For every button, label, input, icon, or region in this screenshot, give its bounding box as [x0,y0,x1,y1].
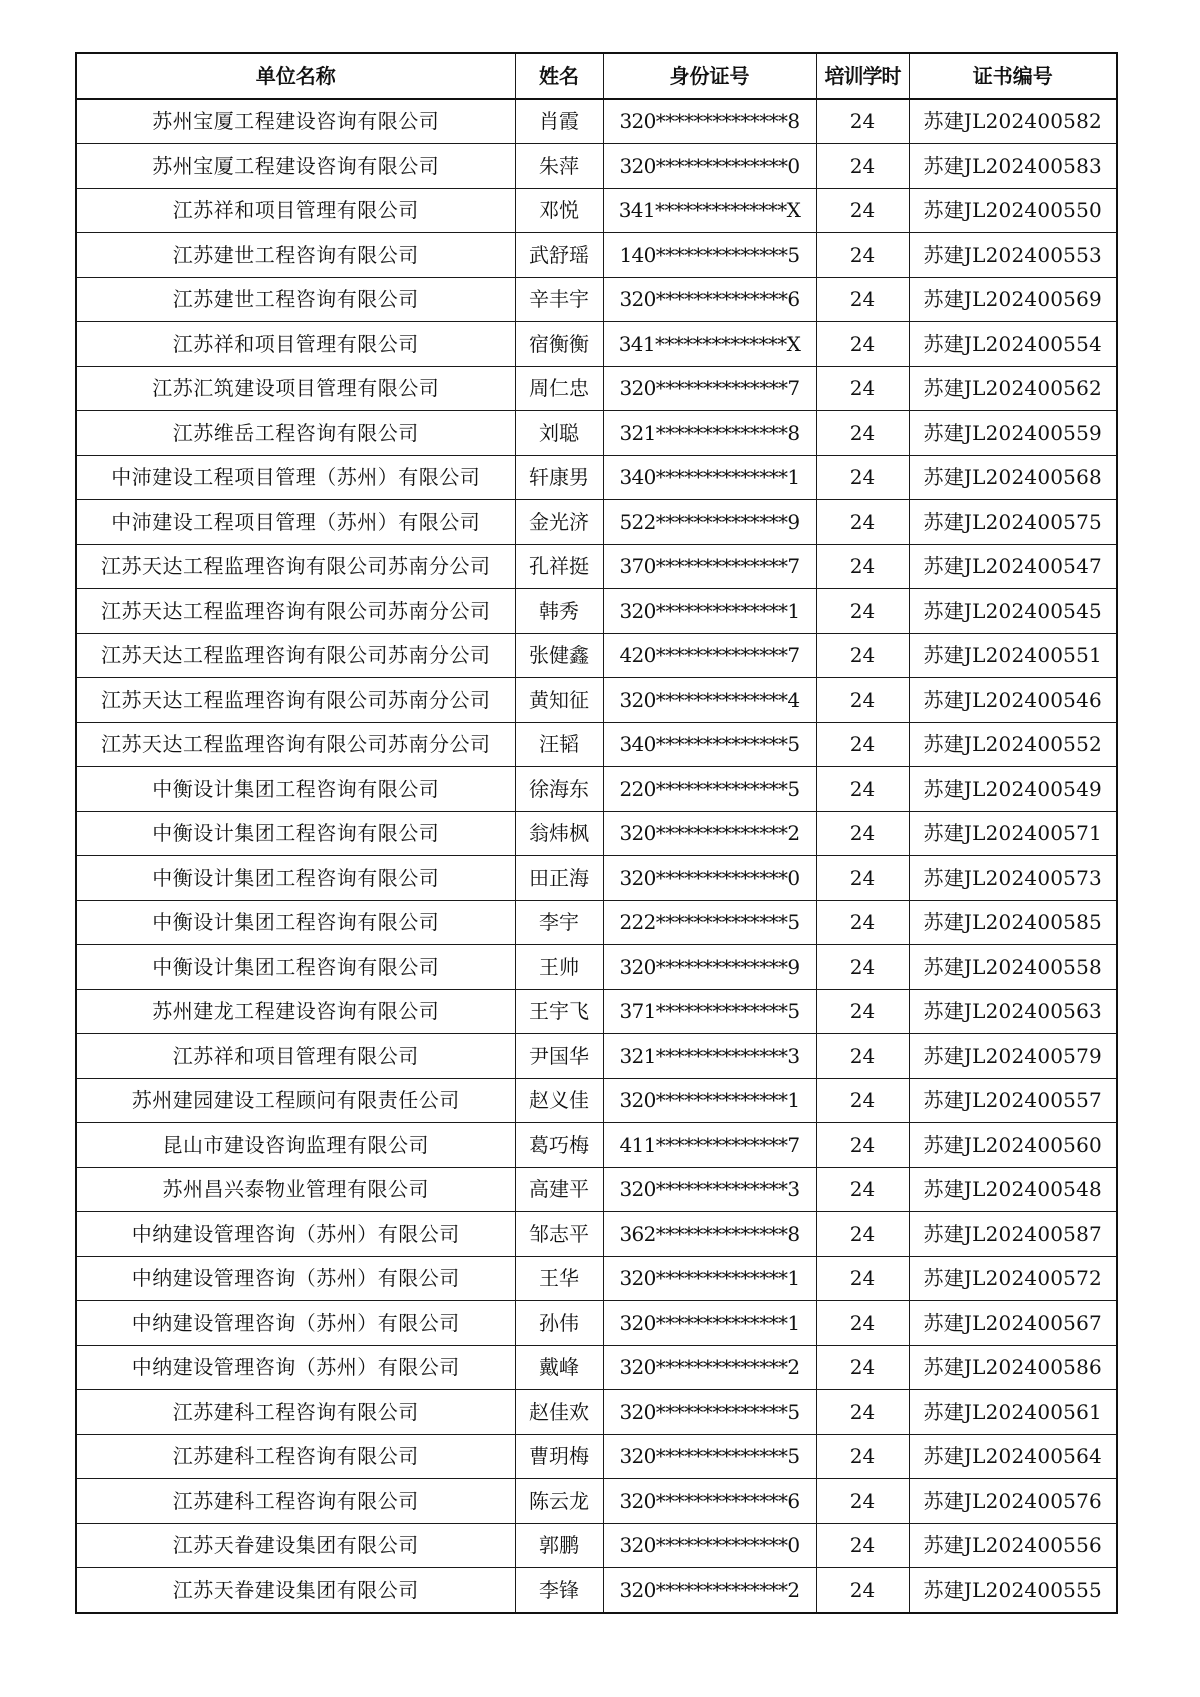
cell-unit: 江苏维岳工程咨询有限公司 [76,411,515,456]
cell-name: 孔祥挺 [515,544,603,589]
cell-certificate-no: 苏建JL202400555 [909,1568,1117,1613]
cell-certificate-no: 苏建JL202400587 [909,1212,1117,1257]
cell-certificate-no: 苏建JL202400569 [909,277,1117,322]
cell-training-hours: 24 [816,1256,909,1301]
cell-training-hours: 24 [816,1523,909,1568]
table-row [76,811,1117,856]
cell-training-hours: 24 [816,989,909,1034]
cell-training-hours: 24 [816,233,909,278]
cell-unit: 江苏天眷建设集团有限公司 [76,1523,515,1568]
cell-training-hours: 24 [816,277,909,322]
cell-unit: 中纳建设管理咨询（苏州）有限公司 [76,1345,515,1390]
table-row [76,500,1117,545]
cell-unit: 中衡设计集团工程咨询有限公司 [76,945,515,990]
table-row [76,277,1117,322]
table-row [76,322,1117,367]
cell-unit: 江苏天达工程监理咨询有限公司苏南分公司 [76,722,515,767]
cell-training-hours: 24 [816,856,909,901]
cell-id-number: 320**************1 [603,1078,816,1123]
cell-unit: 江苏天达工程监理咨询有限公司苏南分公司 [76,544,515,589]
table-row [76,767,1117,812]
table-row [76,411,1117,456]
table-row [76,455,1117,500]
cell-certificate-no: 苏建JL202400564 [909,1434,1117,1479]
cell-training-hours: 24 [816,366,909,411]
cell-training-hours: 24 [816,767,909,812]
cell-unit: 江苏建科工程咨询有限公司 [76,1390,515,1435]
cell-training-hours: 24 [816,945,909,990]
cell-certificate-no: 苏建JL202400556 [909,1523,1117,1568]
cell-training-hours: 24 [816,1479,909,1524]
cell-id-number: 340**************1 [603,455,816,500]
cell-name: 田正海 [515,856,603,901]
cell-training-hours: 24 [816,811,909,856]
cell-id-number: 321**************3 [603,1034,816,1079]
cell-unit: 江苏建世工程咨询有限公司 [76,233,515,278]
cell-id-number: 320**************8 [603,99,816,144]
table-row [76,1390,1117,1435]
cell-certificate-no: 苏建JL202400562 [909,366,1117,411]
cell-training-hours: 24 [816,144,909,189]
cell-unit: 苏州宝厦工程建设咨询有限公司 [76,99,515,144]
cell-unit: 江苏天达工程监理咨询有限公司苏南分公司 [76,633,515,678]
cell-training-hours: 24 [816,411,909,456]
certificate-table [75,52,1118,1614]
cell-certificate-no: 苏建JL202400551 [909,633,1117,678]
cell-id-number: 341**************X [603,188,816,233]
cell-name: 王帅 [515,945,603,990]
cell-training-hours: 24 [816,722,909,767]
cell-name: 肖霞 [515,99,603,144]
cell-certificate-no: 苏建JL202400558 [909,945,1117,990]
cell-id-number: 320**************9 [603,945,816,990]
cell-id-number: 320**************0 [603,1523,816,1568]
table-row [76,1212,1117,1257]
cell-certificate-no: 苏建JL202400563 [909,989,1117,1034]
cell-unit: 江苏建科工程咨询有限公司 [76,1479,515,1524]
table-row [76,678,1117,723]
table-row [76,188,1117,233]
cell-unit: 中沛建设工程项目管理（苏州）有限公司 [76,500,515,545]
header-unit: 单位名称 [76,53,515,99]
table-row [76,722,1117,767]
table-row [76,1479,1117,1524]
cell-name: 邹志平 [515,1212,603,1257]
table-row [76,1034,1117,1079]
table-row [76,1301,1117,1346]
cell-certificate-no: 苏建JL202400567 [909,1301,1117,1346]
cell-unit: 江苏天达工程监理咨询有限公司苏南分公司 [76,678,515,723]
table-row [76,99,1117,144]
cell-certificate-no: 苏建JL202400561 [909,1390,1117,1435]
cell-training-hours: 24 [816,1078,909,1123]
cell-unit: 江苏建科工程咨询有限公司 [76,1434,515,1479]
cell-training-hours: 24 [816,544,909,589]
cell-name: 王华 [515,1256,603,1301]
cell-certificate-no: 苏建JL202400545 [909,589,1117,634]
cell-unit: 江苏天达工程监理咨询有限公司苏南分公司 [76,589,515,634]
cell-name: 陈云龙 [515,1479,603,1524]
cell-unit: 江苏建世工程咨询有限公司 [76,277,515,322]
cell-name: 金光济 [515,500,603,545]
cell-training-hours: 24 [816,99,909,144]
cell-unit: 昆山市建设咨询监理有限公司 [76,1123,515,1168]
table-row [76,1523,1117,1568]
cell-unit: 江苏祥和项目管理有限公司 [76,1034,515,1079]
cell-name: 赵佳欢 [515,1390,603,1435]
cell-id-number: 371**************5 [603,989,816,1034]
cell-name: 尹国华 [515,1034,603,1079]
cell-unit: 中纳建设管理咨询（苏州）有限公司 [76,1256,515,1301]
cell-certificate-no: 苏建JL202400586 [909,1345,1117,1390]
cell-training-hours: 24 [816,455,909,500]
table-row [76,1434,1117,1479]
cell-name: 宿衡衡 [515,322,603,367]
cell-certificate-no: 苏建JL202400553 [909,233,1117,278]
cell-training-hours: 24 [816,1167,909,1212]
cell-id-number: 220**************5 [603,767,816,812]
cell-certificate-no: 苏建JL202400552 [909,722,1117,767]
cell-training-hours: 24 [816,589,909,634]
cell-training-hours: 24 [816,322,909,367]
cell-name: 高建平 [515,1167,603,1212]
cell-id-number: 320**************7 [603,366,816,411]
cell-training-hours: 24 [816,678,909,723]
cell-certificate-no: 苏建JL202400576 [909,1479,1117,1524]
table-row [76,856,1117,901]
cell-id-number: 321**************8 [603,411,816,456]
cell-training-hours: 24 [816,1390,909,1435]
cell-certificate-no: 苏建JL202400547 [909,544,1117,589]
cell-id-number: 370**************7 [603,544,816,589]
cell-unit: 中衡设计集团工程咨询有限公司 [76,767,515,812]
cell-unit: 江苏祥和项目管理有限公司 [76,188,515,233]
cell-name: 郭鹏 [515,1523,603,1568]
cell-unit: 中衡设计集团工程咨询有限公司 [76,856,515,901]
cell-name: 邓悦 [515,188,603,233]
cell-name: 武舒瑶 [515,233,603,278]
cell-id-number: 320**************1 [603,589,816,634]
cell-name: 辛丰宇 [515,277,603,322]
cell-unit: 苏州建园建设工程顾问有限责任公司 [76,1078,515,1123]
cell-training-hours: 24 [816,500,909,545]
cell-id-number: 320**************6 [603,277,816,322]
cell-certificate-no: 苏建JL202400585 [909,900,1117,945]
cell-id-number: 362**************8 [603,1212,816,1257]
cell-certificate-no: 苏建JL202400571 [909,811,1117,856]
cell-id-number: 411**************7 [603,1123,816,1168]
cell-certificate-no: 苏建JL202400554 [909,322,1117,367]
cell-id-number: 320**************5 [603,1390,816,1435]
table-row [76,1123,1117,1168]
header-row [76,53,1117,99]
cell-unit: 中衡设计集团工程咨询有限公司 [76,900,515,945]
cell-name: 徐海东 [515,767,603,812]
table-row [76,633,1117,678]
table-row [76,900,1117,945]
cell-name: 孙伟 [515,1301,603,1346]
table-row [76,1167,1117,1212]
cell-name: 赵义佳 [515,1078,603,1123]
cell-training-hours: 24 [816,1434,909,1479]
cell-name: 葛巧梅 [515,1123,603,1168]
header-certificate-no: 证书编号 [909,53,1117,99]
table-row [76,1256,1117,1301]
table-row [76,144,1117,189]
cell-id-number: 320**************0 [603,856,816,901]
cell-certificate-no: 苏建JL202400582 [909,99,1117,144]
cell-certificate-no: 苏建JL202400583 [909,144,1117,189]
cell-id-number: 320**************0 [603,144,816,189]
cell-certificate-no: 苏建JL202400568 [909,455,1117,500]
cell-certificate-no: 苏建JL202400579 [909,1034,1117,1079]
cell-id-number: 222**************5 [603,900,816,945]
cell-certificate-no: 苏建JL202400546 [909,678,1117,723]
cell-training-hours: 24 [816,633,909,678]
cell-certificate-no: 苏建JL202400559 [909,411,1117,456]
cell-id-number: 522**************9 [603,500,816,545]
cell-training-hours: 24 [816,1301,909,1346]
table-header [76,53,1117,99]
cell-id-number: 320**************2 [603,1345,816,1390]
cell-certificate-no: 苏建JL202400557 [909,1078,1117,1123]
table-row [76,945,1117,990]
table-row [76,544,1117,589]
cell-training-hours: 24 [816,1345,909,1390]
cell-id-number: 341**************X [603,322,816,367]
cell-unit: 江苏祥和项目管理有限公司 [76,322,515,367]
cell-certificate-no: 苏建JL202400560 [909,1123,1117,1168]
cell-name: 戴峰 [515,1345,603,1390]
table-row [76,1568,1117,1613]
cell-certificate-no: 苏建JL202400550 [909,188,1117,233]
cell-certificate-no: 苏建JL202400549 [909,767,1117,812]
cell-certificate-no: 苏建JL202400548 [909,1167,1117,1212]
table-row [76,989,1117,1034]
cell-name: 张健鑫 [515,633,603,678]
cell-name: 李锋 [515,1568,603,1613]
table-row [76,1345,1117,1390]
cell-name: 周仁忠 [515,366,603,411]
cell-unit: 中沛建设工程项目管理（苏州）有限公司 [76,455,515,500]
cell-id-number: 140**************5 [603,233,816,278]
cell-unit: 中衡设计集团工程咨询有限公司 [76,811,515,856]
cell-id-number: 340**************5 [603,722,816,767]
cell-training-hours: 24 [816,1034,909,1079]
cell-name: 轩康男 [515,455,603,500]
cell-name: 刘聪 [515,411,603,456]
table-body [76,99,1117,1613]
cell-unit: 苏州建龙工程建设咨询有限公司 [76,989,515,1034]
cell-id-number: 320**************2 [603,811,816,856]
cell-training-hours: 24 [816,1212,909,1257]
cell-id-number: 320**************4 [603,678,816,723]
cell-name: 翁炜枫 [515,811,603,856]
cell-name: 黄知征 [515,678,603,723]
cell-id-number: 320**************2 [603,1568,816,1613]
cell-unit: 苏州宝厦工程建设咨询有限公司 [76,144,515,189]
cell-id-number: 320**************3 [603,1167,816,1212]
cell-training-hours: 24 [816,900,909,945]
cell-name: 王宇飞 [515,989,603,1034]
cell-certificate-no: 苏建JL202400575 [909,500,1117,545]
cell-id-number: 320**************1 [603,1256,816,1301]
cell-unit: 江苏天眷建设集团有限公司 [76,1568,515,1613]
cell-training-hours: 24 [816,1123,909,1168]
table-row [76,1078,1117,1123]
table-row [76,589,1117,634]
cell-id-number: 320**************6 [603,1479,816,1524]
cell-unit: 中纳建设管理咨询（苏州）有限公司 [76,1301,515,1346]
cell-name: 汪韬 [515,722,603,767]
table-row [76,366,1117,411]
cell-unit: 中纳建设管理咨询（苏州）有限公司 [76,1212,515,1257]
header-training-hours: 培训学时 [816,53,909,99]
cell-certificate-no: 苏建JL202400572 [909,1256,1117,1301]
cell-unit: 苏州昌兴泰物业管理有限公司 [76,1167,515,1212]
header-name: 姓名 [515,53,603,99]
cell-id-number: 320**************5 [603,1434,816,1479]
table-row [76,233,1117,278]
cell-unit: 江苏汇筑建设项目管理有限公司 [76,366,515,411]
cell-name: 韩秀 [515,589,603,634]
cell-name: 李宇 [515,900,603,945]
cell-name: 朱萍 [515,144,603,189]
cell-certificate-no: 苏建JL202400573 [909,856,1117,901]
cell-id-number: 420**************7 [603,633,816,678]
cell-id-number: 320**************1 [603,1301,816,1346]
cell-training-hours: 24 [816,188,909,233]
cell-name: 曹玥梅 [515,1434,603,1479]
header-id-number: 身份证号 [603,53,816,99]
cell-training-hours: 24 [816,1568,909,1613]
